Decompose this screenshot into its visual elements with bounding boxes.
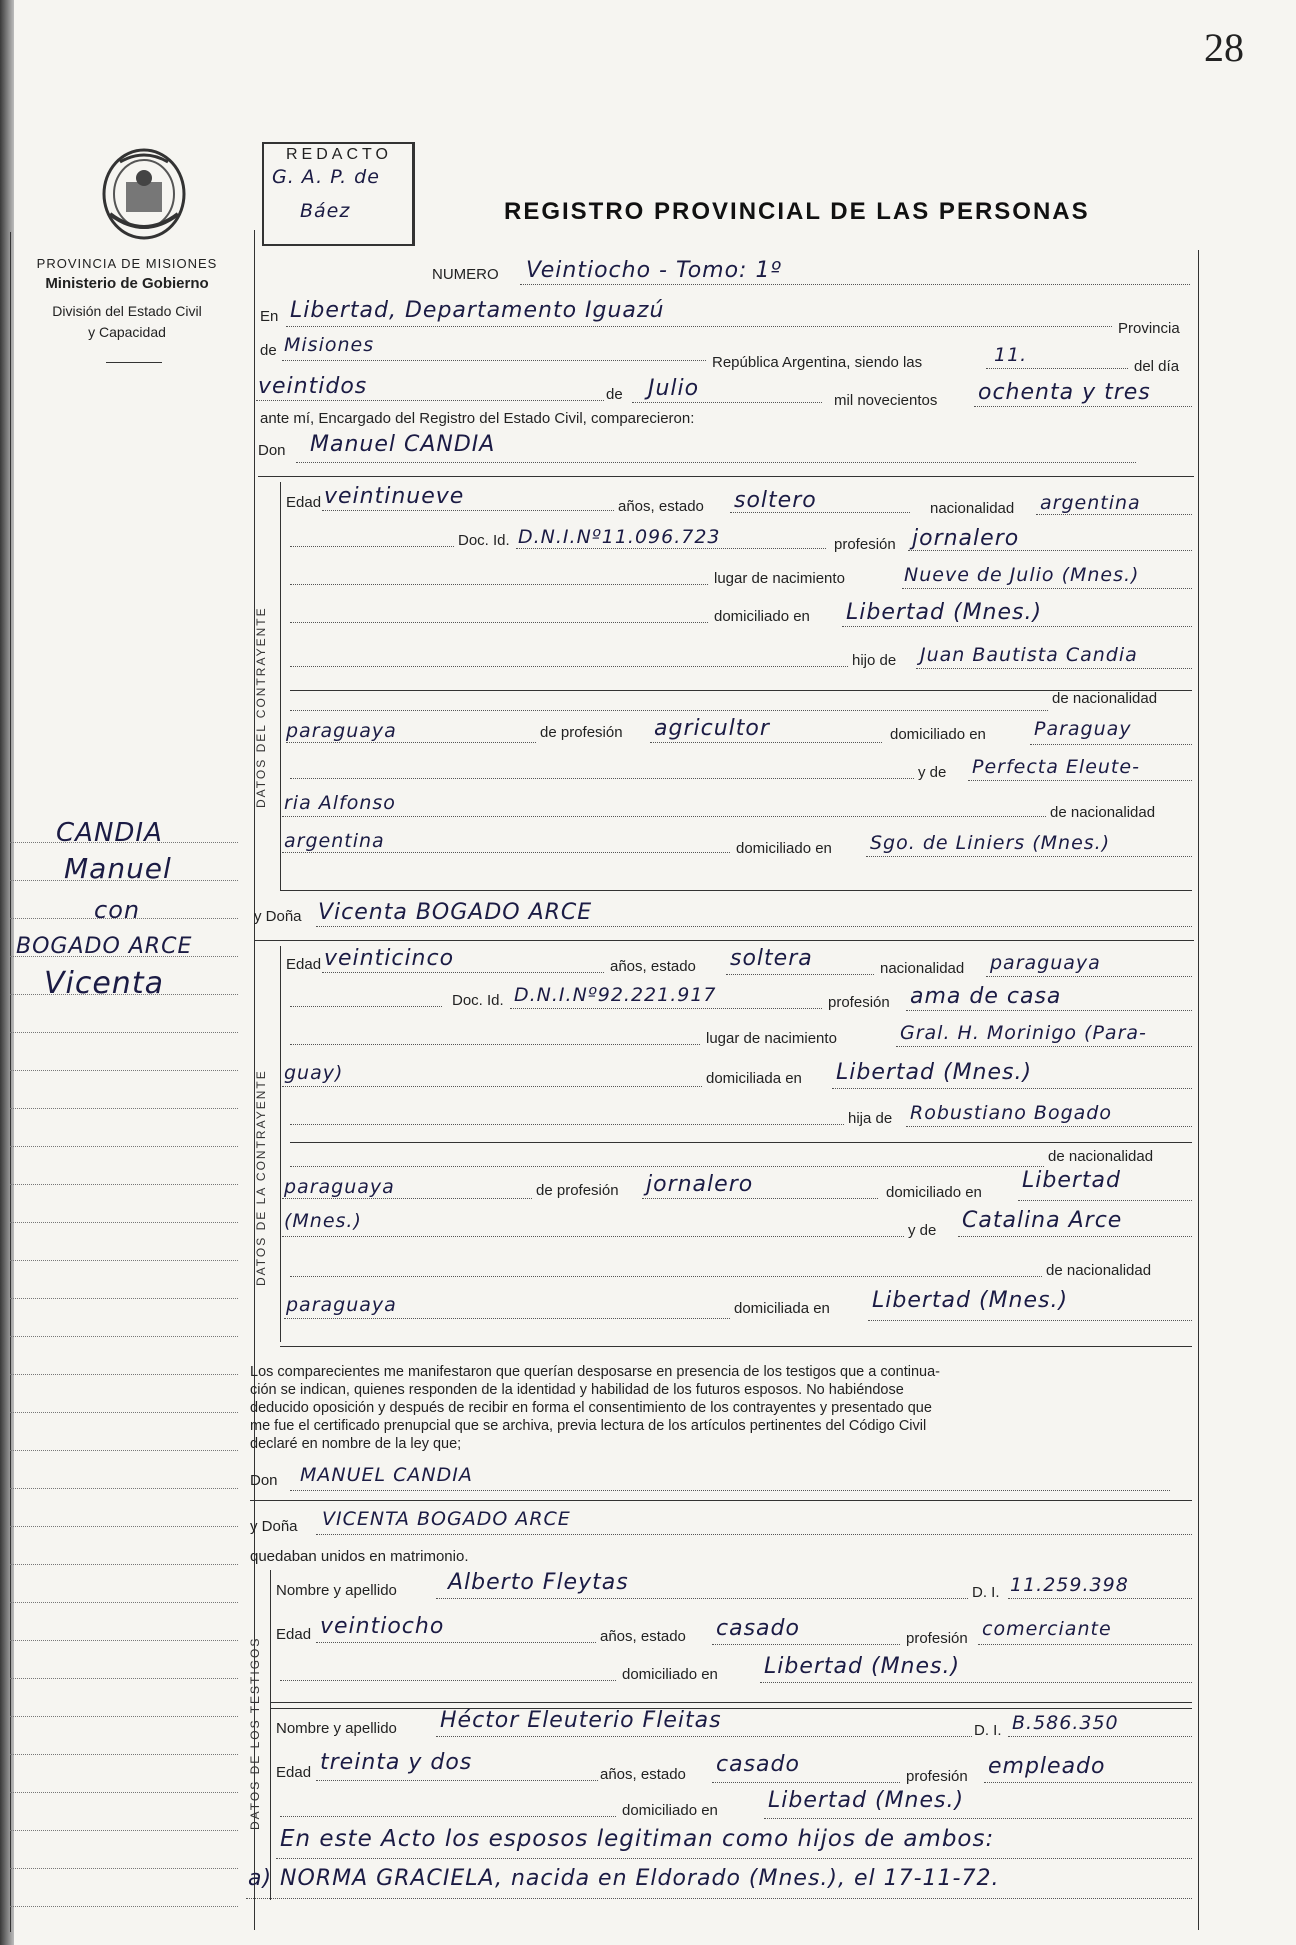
rule: [250, 1500, 1192, 1501]
margin-line: [10, 1602, 238, 1603]
statement-line: declaré en nombre de la ley que;: [250, 1436, 462, 1452]
fill-line: [282, 852, 730, 853]
bride-father-residence-a: Libertad: [1022, 1168, 1121, 1193]
capacity-label: y Capacidad: [88, 324, 166, 340]
profesion-label: profesión: [906, 1768, 968, 1785]
fill-line: [712, 1644, 900, 1645]
fill-line: [290, 1166, 1044, 1167]
hijo-de-label: hijo de: [852, 652, 897, 669]
groom-father-profession: agricultor: [654, 716, 770, 741]
witness1-name: Alberto Fleytas: [448, 1570, 629, 1595]
fill-line: [908, 550, 1192, 551]
fill-line: [316, 1534, 1192, 1535]
fill-line: [902, 588, 1192, 589]
day-value: veintidos: [258, 374, 368, 399]
anos-estado-label: años, estado: [618, 498, 704, 515]
bride-name: Vicenta BOGADO ARCE: [318, 900, 593, 925]
margin-note-surname: CANDIA: [56, 818, 163, 848]
de-profesion-label: de profesión: [536, 1182, 619, 1199]
nacionalidad-label: nacionalidad: [930, 500, 1015, 517]
domiciliada-en-label: domiciliada en: [734, 1300, 830, 1317]
provincial-crest-icon: [96, 144, 192, 244]
fill-line: [286, 326, 1112, 327]
anos-estado-label: años, estado: [600, 1628, 686, 1645]
fill-line: [642, 1198, 878, 1199]
de-nacionalidad-label: de nacionalidad: [1048, 1148, 1154, 1165]
fill-line: [290, 1044, 700, 1045]
margin-line: [10, 1222, 238, 1223]
fill-line: [282, 816, 1046, 817]
fill-line: [1018, 1200, 1192, 1201]
edad-label: Edad: [286, 956, 322, 973]
margin-line: [10, 1792, 238, 1793]
fill-line: [284, 1318, 730, 1319]
margin-line: [10, 842, 238, 843]
profesion-label: profesión: [906, 1630, 968, 1647]
de-mes-label: de: [606, 386, 623, 403]
groom-side-label: DATOS DEL CONTRAYENTE: [254, 606, 268, 808]
margin-line: [10, 1754, 238, 1755]
margin-line: [10, 1260, 238, 1261]
margin-note-bride-name: Vicenta: [44, 966, 164, 1001]
groom-father-residence: Paraguay: [1034, 718, 1132, 740]
groom-residence: Libertad (Mnes.): [846, 600, 1043, 625]
fill-line: [280, 1816, 616, 1817]
fill-line: [290, 778, 914, 779]
fill-line: [290, 1490, 1170, 1491]
province-label: PROVINCIA DE MISIONES: [36, 256, 218, 271]
fill-line: [510, 1008, 822, 1009]
anos-estado-label: años, estado: [610, 958, 696, 975]
margin-line: [10, 994, 238, 995]
register-title: REGISTRO PROVINCIAL DE LAS PERSONAS: [504, 198, 1090, 225]
bride-box-rule: [280, 946, 281, 1342]
stamp-line1: G. A. P. de: [272, 166, 380, 188]
margin-line: [10, 1412, 238, 1413]
fill-line: [760, 1682, 1192, 1683]
hour-value: 11.: [994, 344, 1028, 366]
republica-label: República Argentina, siendo las: [712, 354, 923, 371]
hija-de-label: hija de: [848, 1110, 893, 1127]
statement-line: me fue el certificado prenupcial que se archiva, previa lectura de los artículos pertinentes del Código Civil: [250, 1418, 927, 1434]
fill-line: [906, 1010, 1192, 1011]
witness2-age: treinta y dos: [320, 1750, 473, 1775]
fill-line: [282, 1236, 904, 1237]
groom-mother-a: Perfecta Eleute-: [972, 756, 1140, 778]
margin-line: [10, 918, 238, 919]
statement-line: Los comparecientes me manifestaron que querían desposarse en presencia de los testigos que a continua-: [250, 1364, 940, 1380]
margin-line: [10, 1716, 238, 1717]
fill-line: [282, 1086, 702, 1087]
fill-line: [282, 360, 706, 361]
witness2-status: casado: [716, 1752, 800, 1777]
de-nacionalidad-label: de nacionalidad: [1052, 690, 1158, 707]
profesion-label: profesión: [834, 536, 896, 553]
margin-line: [10, 1336, 238, 1337]
fill-line: [316, 926, 1192, 927]
de-label: de: [260, 342, 277, 359]
bride-status: soltera: [730, 946, 813, 971]
fill-line: [978, 1644, 1192, 1645]
quedaban-label: quedaban unidos en matrimonio.: [250, 1548, 469, 1565]
margin-line: [10, 956, 238, 957]
fill-line: [712, 1782, 900, 1783]
fill-line: [984, 1782, 1192, 1783]
margin-line: [10, 1830, 238, 1831]
fill-line: [1008, 1598, 1192, 1599]
bride-side-label: DATOS DE LA CONTRAYENTE: [254, 1069, 268, 1286]
numero-label: NUMERO: [432, 266, 499, 283]
statement-line: deducido oposición y después de recibir en forma el consentimiento de los contrayentes y presentado que: [250, 1400, 932, 1416]
bride-age: veinticinco: [324, 946, 455, 971]
rule: [270, 1708, 1192, 1709]
rule: [258, 476, 1194, 477]
groom-father: Juan Bautista Candia: [920, 644, 1138, 666]
mil-label: mil novecientos: [834, 392, 938, 409]
fill-line: [290, 622, 708, 623]
profesion-label: profesión: [828, 994, 890, 1011]
fill-line: [968, 780, 1192, 781]
edad-label: Edad: [276, 1764, 312, 1781]
margin-line: [10, 1070, 238, 1071]
margin-note-bride-surname: BOGADO ARCE: [16, 934, 193, 959]
groom-name: Manuel CANDIA: [310, 432, 496, 457]
fill-line: [282, 1198, 532, 1199]
fill-line: [286, 742, 536, 743]
doc-label: Doc. Id.: [458, 532, 510, 549]
fill-line: [730, 512, 910, 513]
statement-line: ción se indican, quienes responden de la identidad y habilidad de los futuros esposos. No habiéndose: [250, 1382, 904, 1398]
fill-line: [290, 710, 1048, 711]
provincia-label: Provincia: [1118, 320, 1180, 337]
margin-line: [10, 1146, 238, 1147]
nacionalidad-label: nacionalidad: [880, 960, 965, 977]
margin-note-name: Manuel: [64, 852, 172, 885]
place-value: Libertad, Departamento Iguazú: [290, 298, 665, 323]
fill-line: [276, 1858, 1192, 1859]
bride-birthplace-b: guay): [284, 1062, 344, 1084]
nombre-label: Nombre y apellido: [276, 1720, 397, 1737]
witness2-name: Héctor Eleuterio Fleitas: [440, 1708, 722, 1733]
fill-line: [764, 1818, 1192, 1819]
fill-line: [280, 1680, 616, 1681]
y-de-label: y de: [908, 1222, 937, 1239]
de-nacionalidad-label: de nacionalidad: [1050, 804, 1156, 821]
rule: [280, 890, 1192, 891]
margin-line: [10, 1450, 238, 1451]
bride-birthplace-a: Gral. H. Morinigo (Para-: [900, 1022, 1147, 1044]
nombre-label: Nombre y apellido: [276, 1582, 397, 1599]
groom-mother-b: ria Alfonso: [284, 792, 396, 814]
margin-line: [10, 1298, 238, 1299]
doc-label: Doc. Id.: [452, 992, 504, 1009]
legitimation-child: a) NORMA GRACIELA, nacida en Eldorado (Mnes.), el 17-11-72.: [248, 1866, 1000, 1891]
fill-line: [436, 1598, 968, 1599]
margin-line: [10, 1868, 238, 1869]
fill-line: [1008, 1736, 1192, 1737]
fill-line: [1036, 514, 1192, 515]
de-nacionalidad-label: de nacionalidad: [1046, 1262, 1152, 1279]
margin-line: [10, 1374, 238, 1375]
numero-value: Veintiocho - Tomo: 1º: [526, 258, 782, 283]
page-number: 28: [1204, 25, 1244, 70]
fill-line: [436, 1736, 972, 1737]
bride-mother: Catalina Arce: [962, 1208, 1123, 1233]
di-label: D. I.: [972, 1584, 1000, 1601]
fill-line: [290, 1276, 1042, 1277]
header-rule: [106, 362, 162, 363]
anos-estado-label: años, estado: [600, 1766, 686, 1783]
fill-line: [290, 1006, 442, 1007]
fill-line: [516, 548, 826, 549]
witness1-age: veintiocho: [320, 1614, 445, 1639]
domiciliado-label: domiciliado en: [622, 1802, 718, 1819]
margin-line: [10, 1564, 238, 1565]
bride-profession: ama de casa: [910, 984, 1062, 1009]
fill-line: [256, 400, 604, 401]
witness1-status: casado: [716, 1616, 800, 1641]
fill-line: [916, 668, 1192, 669]
bride-father-residence-b: (Mnes.): [284, 1210, 362, 1232]
y-de-label: y de: [918, 764, 947, 781]
declared-groom: MANUEL CANDIA: [300, 1464, 473, 1486]
fill-line: [322, 510, 614, 511]
year-value: ochenta y tres: [978, 380, 1151, 405]
fill-line: [520, 284, 1190, 285]
fill-line: [986, 976, 1192, 977]
fill-line: [632, 402, 822, 403]
margin-line: [10, 1108, 238, 1109]
ministry-label: Ministerio de Gobierno: [45, 275, 209, 292]
groom-box-rule: [280, 482, 281, 890]
groom-birthplace: Nueve de Julio (Mnes.): [904, 564, 1140, 586]
lugar-nac-label: lugar de nacimiento: [714, 570, 845, 587]
fill-line: [896, 1046, 1192, 1047]
rule: [254, 940, 1194, 941]
de-profesion-label: de profesión: [540, 724, 623, 741]
margin-line: [10, 1032, 238, 1033]
groom-father-nationality: paraguaya: [286, 720, 397, 742]
fill-line: [986, 368, 1128, 369]
witness2-profession: empleado: [988, 1754, 1106, 1779]
groom-mother-nationality: argentina: [284, 830, 385, 852]
domiciliado-en-label: domiciliado en: [886, 1184, 982, 1201]
domiciliado-en-label: domiciliado en: [736, 840, 832, 857]
division-label: División del Estado Civil: [52, 303, 202, 319]
edad-label: Edad: [276, 1626, 312, 1643]
groom-status: soltero: [734, 488, 817, 513]
margin-line: [10, 1678, 238, 1679]
fill-line: [316, 1642, 596, 1643]
domiciliado-en-label: domiciliado en: [890, 726, 986, 743]
margin-line: [10, 1640, 238, 1641]
margin-line: [10, 1184, 238, 1185]
fill-line: [958, 1236, 1192, 1237]
bride-mother-nationality: paraguaya: [286, 1294, 397, 1316]
bride-doc: D.N.I.Nº92.221.917: [514, 984, 717, 1006]
fill-line: [974, 406, 1192, 407]
domiciliado-label: domiciliado en: [714, 608, 810, 625]
fill-line: [866, 856, 1192, 857]
bride-mother-residence: Libertad (Mnes.): [872, 1288, 1069, 1313]
fill-line: [1030, 744, 1192, 745]
rule: [290, 1142, 1192, 1143]
left-margin-rule: [10, 232, 11, 1932]
domiciliado-label: domiciliado en: [622, 1666, 718, 1683]
bride-residence: Libertad (Mnes.): [836, 1060, 1033, 1085]
fill-line: [842, 626, 1192, 627]
domiciliada-label: domiciliada en: [706, 1070, 802, 1087]
fill-line: [322, 972, 604, 973]
witness-side-label: DATOS DE LOS TESTIGOS: [248, 1636, 262, 1830]
fill-line: [906, 1126, 1192, 1127]
witness2-residence: Libertad (Mnes.): [768, 1788, 965, 1813]
groom-doc: D.N.I.Nº11.096.723: [518, 526, 721, 548]
witness-box-rule: [270, 1570, 271, 1900]
witness1-profession: comerciante: [982, 1618, 1112, 1640]
dona-label: y Doña: [254, 908, 302, 925]
fill-line: [246, 1898, 1192, 1899]
stamp-label: REDACTO: [286, 146, 392, 163]
don-label: Don: [250, 1472, 278, 1489]
fill-line: [290, 546, 454, 547]
dona-label: y Doña: [250, 1518, 298, 1535]
fill-line: [832, 1088, 1192, 1089]
fill-line: [290, 1124, 844, 1125]
groom-mother-residence: Sgo. de Liniers (Mnes.): [870, 832, 1111, 854]
fill-line: [290, 584, 708, 585]
province-value: Misiones: [284, 334, 375, 356]
fill-line: [650, 742, 882, 743]
fill-line: [868, 1320, 1192, 1321]
margin-note-con: con: [94, 896, 141, 924]
witness1-residence: Libertad (Mnes.): [764, 1654, 961, 1679]
declared-bride: VICENTA BOGADO ARCE: [322, 1508, 571, 1530]
lugar-nac-label: lugar de nacimiento: [706, 1030, 837, 1047]
bride-father-profession: jornalero: [646, 1172, 754, 1197]
groom-profession: jornalero: [912, 526, 1020, 551]
margin-line: [10, 880, 238, 881]
del-dia-label: del día: [1134, 358, 1180, 375]
legitimation-note: En este Acto los esposos legitiman como hijos de ambos:: [280, 1826, 995, 1852]
rule: [280, 1346, 1192, 1347]
month-value: Julio: [648, 376, 700, 401]
di-label: D. I.: [974, 1722, 1002, 1739]
margin-line: [10, 1906, 238, 1907]
bride-father: Robustiano Bogado: [910, 1102, 1112, 1124]
edad-label: Edad: [286, 494, 322, 511]
witness2-di: B.586.350: [1012, 1712, 1119, 1734]
rule: [270, 1702, 1192, 1703]
groom-age: veintinueve: [324, 484, 465, 509]
don-label: Don: [258, 442, 286, 459]
fill-line: [316, 1780, 598, 1781]
bride-father-nationality: paraguaya: [284, 1176, 395, 1198]
ante-label: ante mí, Encargado del Registro del Estado Civil, comparecieron:: [260, 410, 695, 427]
stamp-line2: Báez: [300, 200, 351, 222]
witness1-di: 11.259.398: [1010, 1574, 1129, 1596]
form-right-rule: [1198, 250, 1199, 1930]
margin-line: [10, 1526, 238, 1527]
groom-nationality: argentina: [1040, 492, 1141, 514]
bride-nationality: paraguaya: [990, 952, 1101, 974]
fill-line: [290, 666, 848, 667]
fill-line: [296, 462, 1136, 463]
fill-line: [726, 974, 874, 975]
en-label: En: [260, 308, 279, 325]
margin-line: [10, 1488, 238, 1489]
